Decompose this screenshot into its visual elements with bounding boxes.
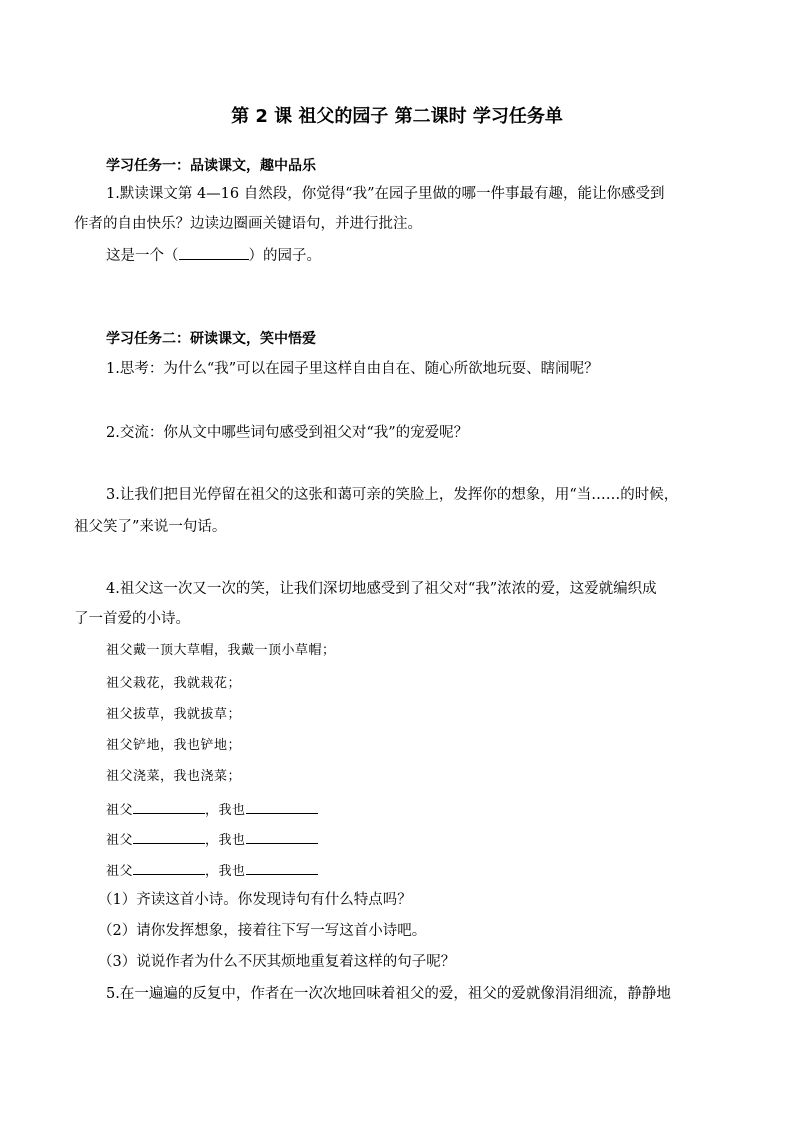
task2-question3-line2: 祖父笑了”来说一句话。 (74, 519, 227, 535)
poem-blank[interactable] (246, 799, 318, 814)
poem-line: 祖父浇菜，我也浇菜； (106, 769, 242, 784)
poem-blank[interactable] (246, 860, 318, 875)
poem-blank-middle: ，我也 (205, 803, 246, 818)
poem-blank-line (106, 860, 318, 882)
task1-question1-line1: 1.默读课文第 4—16 自然段，你觉得“我”在园子里做的哪一件事最有趣，能让你感受到 (106, 186, 665, 202)
poem-blank-prefix: 祖父 (106, 803, 134, 818)
task2-subquestion3: （3）说说作者为什么不厌其烦地重复着这样的句子呢？ (98, 954, 456, 970)
poem-line: 祖父戴一顶大草帽，我戴一顶小草帽； (106, 643, 336, 658)
poem-blank[interactable] (133, 829, 205, 844)
poem-blank[interactable] (133, 799, 205, 814)
task2-question2: 2.交流：你从文中哪些词句感受到祖父对“我”的宠爱呢？ (106, 425, 469, 441)
fill-suffix: ）的园子。 (248, 248, 321, 264)
task1-heading: 学习任务一：品读课文，趣中品乐 (106, 158, 316, 174)
fill-blank[interactable] (179, 245, 249, 260)
task1-question1-line2: 作者的自由快乐？边读边圈画关键语句，并进行批注。 (74, 216, 422, 232)
poem-line: 祖父铲地，我也铲地； (106, 738, 242, 753)
poem-blank-line (106, 829, 318, 851)
task2-question3-line1: 3.让我们把目光停留在祖父的这张和蔼可亲的笑脸上，发挥你的想象，用“当……的时候， (106, 487, 679, 503)
task2-question1: 1.思考：为什么“我”可以在园子里这样自由自在、随心所欲地玩耍、瞎闹呢？ (106, 361, 599, 377)
task2-heading: 学习任务二：研读课文，笑中悟爱 (106, 331, 316, 347)
poem-blank-prefix: 祖父 (106, 864, 134, 879)
task2-question4-line1: 4.祖父这一次又一次的笑，让我们深切地感受到了祖父对“我”浓浓的爱，这爱就编织成 (106, 581, 657, 597)
poem-blank-middle: ，我也 (205, 864, 246, 879)
task2-question4-line2: 了一首爱的小诗。 (74, 611, 190, 627)
poem-line: 祖父栽花，我就栽花； (106, 676, 242, 691)
poem-blank[interactable] (246, 829, 318, 844)
poem-blank-middle: ，我也 (205, 833, 246, 848)
task2-subquestion1: （1）齐读这首小诗。你发现诗句有什么特点吗？ (98, 892, 412, 908)
task1-fill-sentence (106, 245, 321, 266)
fill-prefix: 这是一个（ (106, 248, 179, 264)
poem-line: 祖父拔草，我就拔草； (106, 707, 242, 722)
page-title: 第 2 课 祖父的园子 第二课时 学习任务单 (231, 106, 563, 127)
poem-blank-prefix: 祖父 (106, 833, 134, 848)
task2-subquestion2: （2）请你发挥想象，接着往下写一写这首小诗吧。 (98, 923, 427, 939)
poem-blank[interactable] (133, 860, 205, 875)
poem-blank-line (106, 799, 318, 821)
task2-question5-line1: 5.在一遍遍的反复中，作者在一次次地回味着祖父的爱，祖父的爱就像涓涓细流，静静地 (106, 986, 671, 1002)
